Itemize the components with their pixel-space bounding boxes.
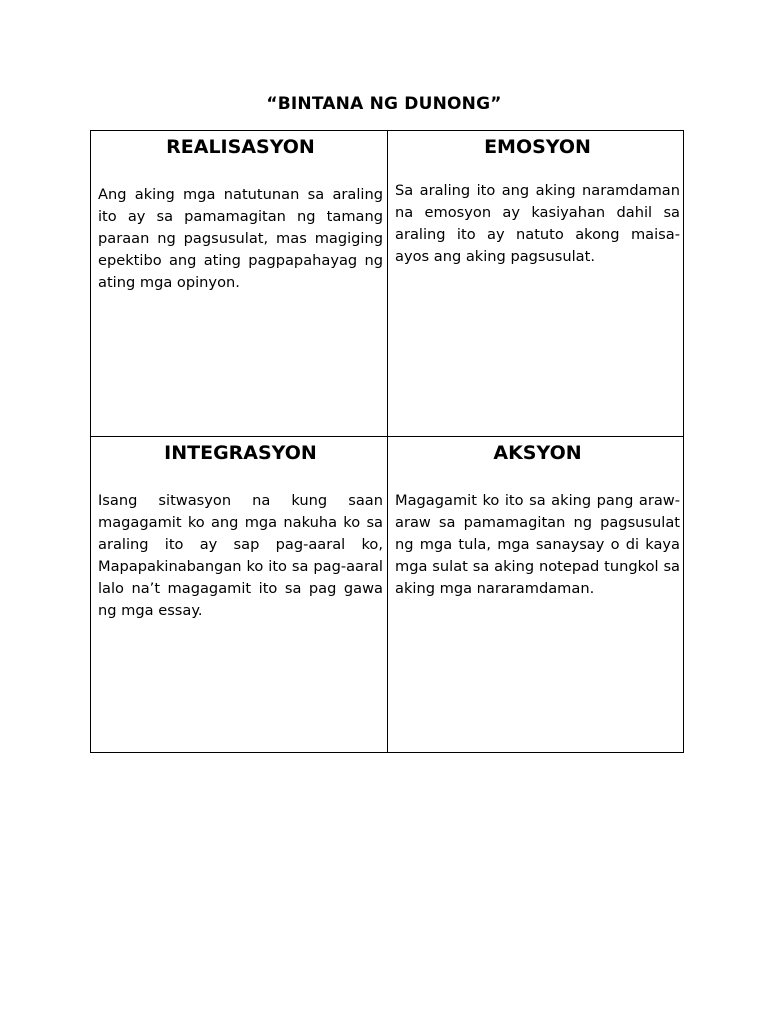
cell-realisasyon [91,131,388,437]
heading-emosyon: EMOSYON [484,136,591,158]
cell-emosyon [388,131,684,437]
body-emosyon: Sa araling ito ang aking naramdaman na emosyon ay kasiyahan dahil sa araling ito ay natuto akong maisa-ayos ang aking pagsusulat. [395,182,680,265]
cell-integrasyon [91,437,388,752]
body-aksyon: Magagamit ko ito sa aking pang araw-araw sa pamamagitan ng pagsusulat ng mga tula, mga sanaysay o di kaya mga sulat sa aking notepad tungkol sa aking mga nararamdaman. [395,492,680,597]
heading-realisasyon: REALISASYON [166,136,315,158]
body-realisasyon: Ang aking mga natutunan sa araling ito ay sa pamamagitan ng tamang paraan ng pagsusulat, mas magiging epektibo ang ating pagpapahayag ng ating mga opinyon. [98,186,383,291]
bintana-grid [90,130,684,753]
heading-aksyon: AKSYON [493,442,582,464]
document-title: “BINTANA NG DUNONG” [266,94,502,114]
heading-integrasyon: INTEGRASYON [164,442,317,464]
cell-aksyon [388,437,684,752]
body-integrasyon: Isang sitwasyon na kung saan magagamit ko ang mga nakuha ko sa araling ito ay sap pag-aaral ko, Mapapakinabangan ko ito sa pag-aaral lalo na’t magagamit ito sa pag gawa ng mga essay. [98,492,383,619]
